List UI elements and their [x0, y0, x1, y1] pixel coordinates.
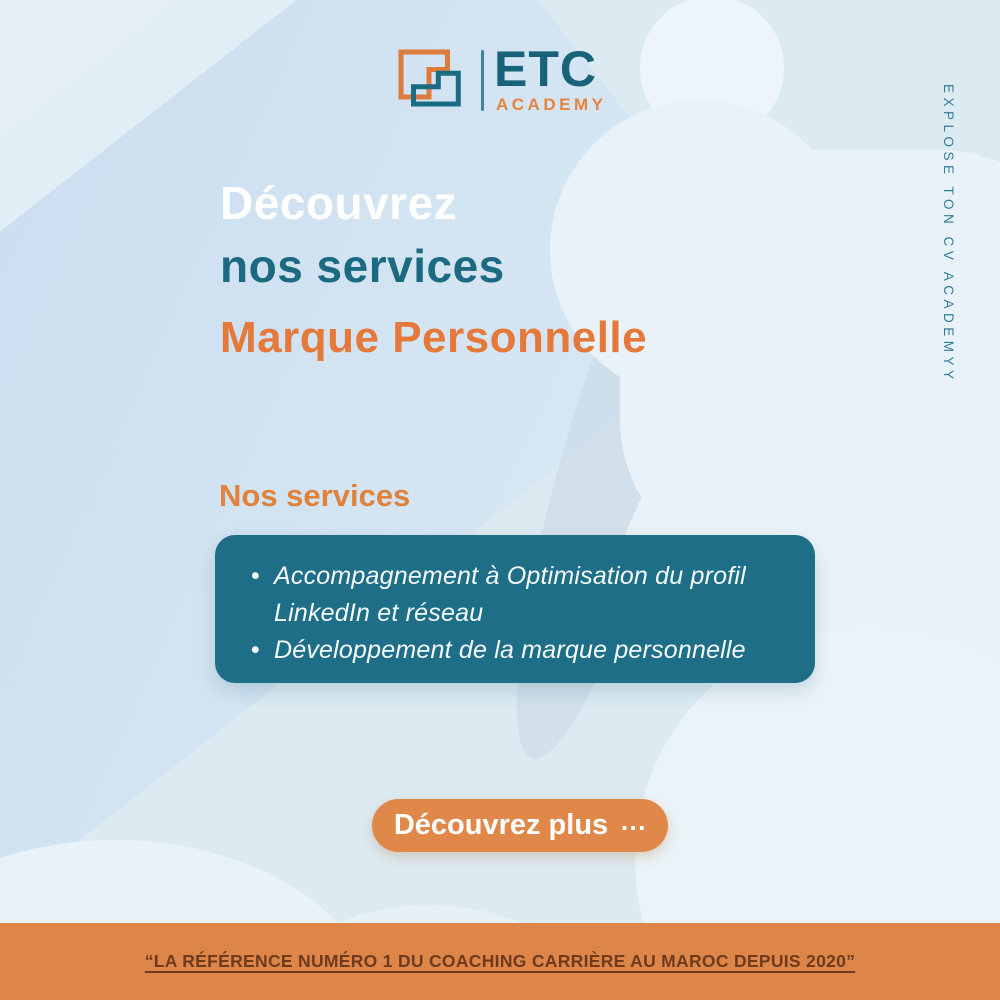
etc-logo-icon — [397, 44, 463, 110]
service-item: • Accompagnement à Optimisation du profil LinkedIn et réseau — [247, 558, 781, 632]
vertical-tagline: EXPLOSE TON CV ACADEMYY — [940, 84, 956, 384]
discover-more-button[interactable] — [372, 799, 668, 852]
hero-heading-line3: Marque Personnelle — [220, 313, 648, 362]
logo-divider — [481, 50, 484, 111]
footer-bar — [0, 923, 1000, 1000]
services-section-title: Nos services — [219, 478, 411, 513]
brand-subname: ACADEMY — [496, 95, 607, 114]
service-item: • Développement de la marque personnelle — [247, 632, 781, 669]
brand-name: ETC — [494, 41, 597, 97]
services-card — [215, 535, 815, 683]
cta-label: Découvrez plus — [393, 809, 609, 841]
services-list — [215, 535, 815, 669]
hero-heading-line2: nos services — [220, 240, 505, 292]
ellipsis-icon: ⋯ — [620, 811, 647, 842]
hero-heading-line1: Découvrez — [220, 177, 458, 229]
footer-quote: “LA RÉFÉRENCE NUMÉRO 1 DU COACHING CARRIÈRE AU MAROC DEPUIS 2020” — [144, 951, 856, 971]
